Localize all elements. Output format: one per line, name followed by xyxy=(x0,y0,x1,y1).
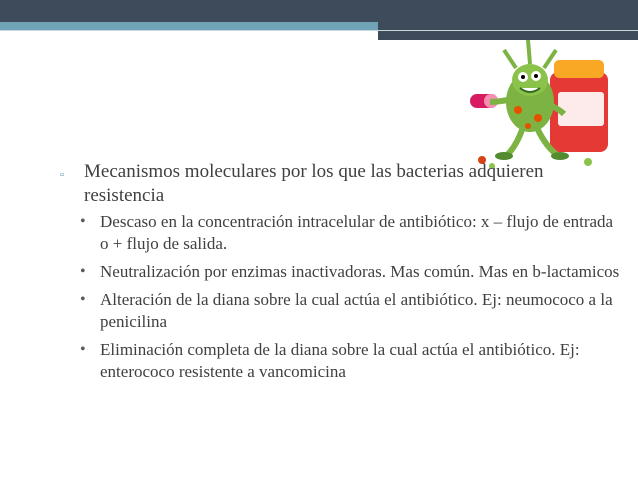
dot-bullet-icon: • xyxy=(80,291,86,308)
sub-bullet xyxy=(80,289,620,333)
dot-bullet-icon: • xyxy=(80,263,86,280)
square-bullet-icon: ▫ xyxy=(60,169,64,181)
sub-bullet-text: Alteración de la diana sobre la cual actúa el antibiótico. Ej: neumococo a la penicilina xyxy=(100,290,613,331)
heading-bullet xyxy=(60,160,620,208)
header-bar xyxy=(0,0,638,22)
sub-bullet xyxy=(80,339,620,383)
sub-bullet-text: Neutralización por enzimas inactivadoras. Mas común. Mas en b-lactamicos xyxy=(100,262,620,281)
dot-bullet-icon: • xyxy=(80,213,86,230)
bottle-cap xyxy=(554,60,604,78)
dot-bullet-icon: • xyxy=(80,341,86,358)
slide-content xyxy=(60,160,620,389)
sub-bullet-text: Descaso en la concentración intracelular de antibiótico: x – flujo de entrada o + flujo de salida. xyxy=(100,212,614,253)
sub-bullet xyxy=(80,211,620,255)
sub-bullet-text: Eliminación completa de la diana sobre la cual actúa el antibiótico. Ej: enterococo resistente a vancomicina xyxy=(100,340,580,381)
bottle-label xyxy=(558,92,604,126)
heading-text: Mecanismos moleculares por los que las bacterias adquieren resistencia xyxy=(84,161,544,206)
sub-bullet xyxy=(80,261,620,283)
bacteria-antibiotic-illustration xyxy=(468,22,618,172)
